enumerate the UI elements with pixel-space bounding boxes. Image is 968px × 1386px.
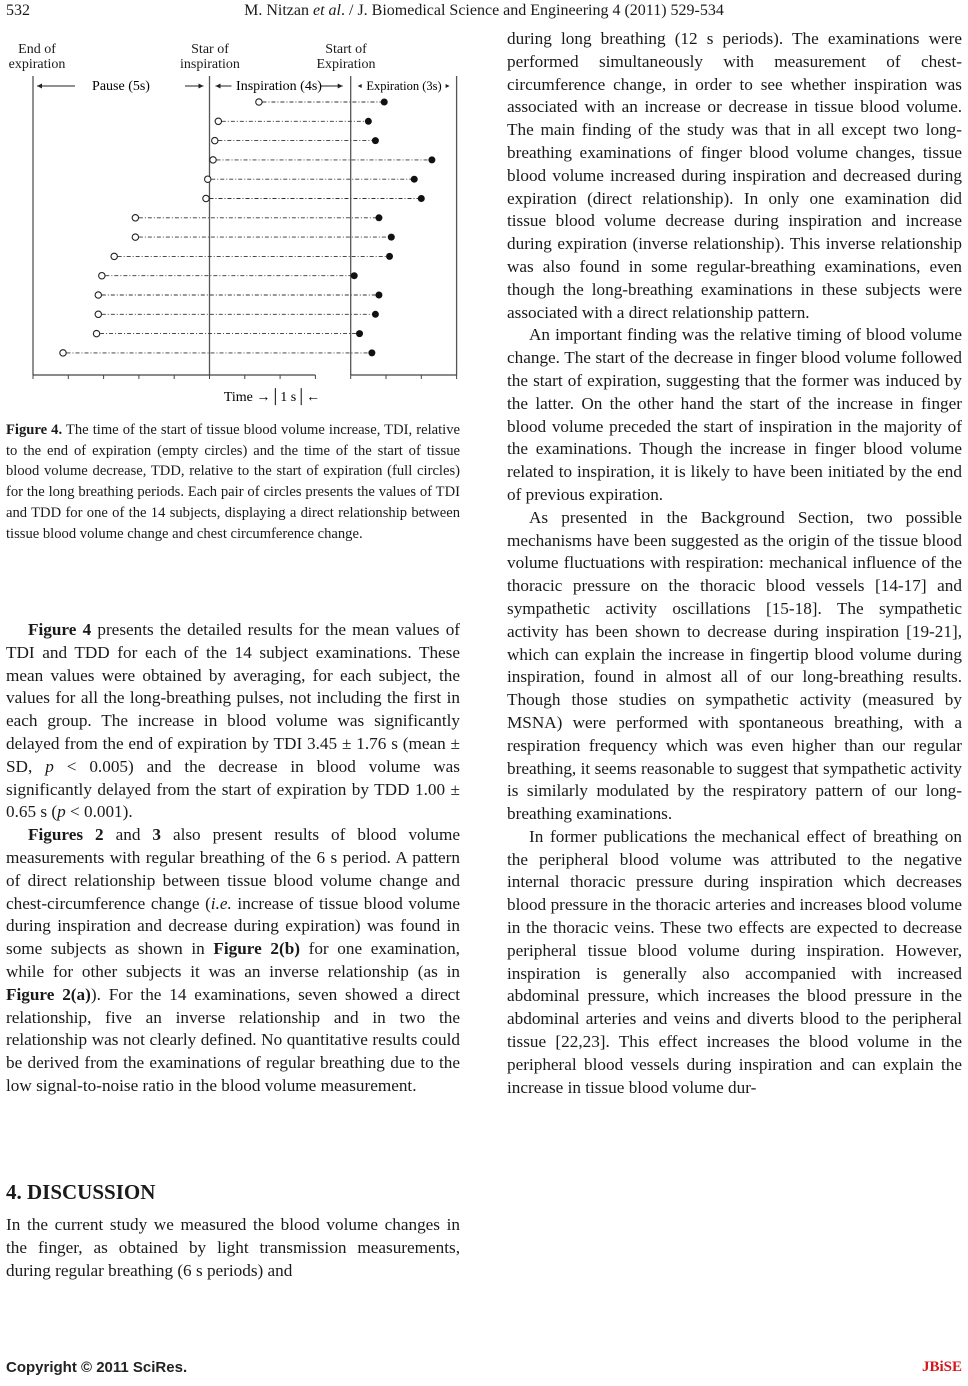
page-number: 532 xyxy=(6,2,30,19)
journal-abbreviation: JBiSE xyxy=(921,1359,962,1375)
tdi-empty-circle xyxy=(132,234,138,240)
caption-label: Figure 4. xyxy=(6,422,63,438)
phase-label-pause: Pause (5s) xyxy=(92,79,150,94)
tdd-full-circle xyxy=(375,292,382,299)
caption-text: The time of the start of tissue blood volume increase, TDI, relative to the end of expiration (empty circles) and the time of the start of tissue blood volume decrease, TDD, relative to the start of expiration (full circles) for the long breathing periods. Each pair of circles presents the values of TDI and TDD for one of the 14 subjects, displaying a direct relationship between tissue blood volume change and chest circumference change. xyxy=(6,422,460,542)
running-head xyxy=(0,2,968,20)
paragraph: Figures 2 and 3 also present results of blood volume measurements with regular breathing of the 6 s period. A pattern of direct relationship between tissue blood volume change and chest-circumference change (i.e. increase of tissue blood volume during inspiration and decrease during expiration) was found in some subjects as shown in Figure 2(b) for one examination, while for other subjects it was an inverse relationship (as in Figure 2(a)). For the 14 examinations, seven showed a direct relationship, five an inverse relationship and in two the relationship was not clearly defined. No quantitative results could be derived from the examinations of regular breathing due to the low signal-to-noise ratio in the blood volume measurement. xyxy=(6,825,461,1095)
tdi-empty-circle xyxy=(205,176,211,182)
tdd-full-circle xyxy=(368,349,375,356)
label-start-of-expiration: Start of Expiration xyxy=(316,42,376,72)
time-axis-label: Time →│1 s│← xyxy=(223,390,321,405)
tdi-empty-circle xyxy=(215,118,221,124)
tdd-full-circle xyxy=(365,118,372,125)
tdi-empty-circle xyxy=(256,99,262,105)
tdd-full-circle xyxy=(381,99,388,106)
label-end-of-expiration: End of expiration xyxy=(8,42,66,72)
tdd-full-circle xyxy=(375,214,382,221)
arrowhead xyxy=(446,84,450,88)
tdi-empty-circle xyxy=(99,273,105,279)
paragraph: As presented in the Background Section, two possible mechanisms have been suggested as the origin of the tissue blood volume fluctuations with respiration: mechanical influence of the thoracic pressure on the thoracic blood vessels [14-17] and sympathetic activity oscillations [15-18]. The sympathetic activity has been shown to decrease during inspiration [19-21], which can explain the increase in fingertip blood volume during inspiration, found in almost all of our long-breathing results. Though those studies on sympathetic activity (measured by MSNA) were performed with spontaneous breathing, with a respiration frequency which was even higher than our regular breathing, it seems reasonable to suggest that sympathetic activity is similarly modulated by the respiratory pattern of our long-breathing examinations. xyxy=(507,507,962,824)
arrowhead xyxy=(358,84,362,88)
running-head-etal: et al xyxy=(313,2,341,19)
paragraph: In the current study we measured the blood volume changes in the finger, as obtained by light transmission measurements, during regular breathing (6 s periods) and xyxy=(6,1215,460,1280)
tdi-empty-circle xyxy=(95,311,101,317)
copyright-notice: Copyright © 2011 SciRes. xyxy=(6,1359,188,1376)
paragraph: Figure 4 presents the detailed results for the mean values of TDI and TDD for each of the 14 subject examinations. These mean values were obtained by averaging, for each subject, the values for all the long-breathing pulses, not including the first in each group. The increase in blood volume was significantly delayed from the end of expiration by TDI 3.45 ± 1.76 s (mean ± SD, p < 0.005) and the decrease in blood volume was significantly delayed from the start of expiration by TDD 1.00 ± 0.65 s (p < 0.001). xyxy=(6,620,461,822)
tdd-full-circle xyxy=(428,156,435,163)
arrowhead xyxy=(199,84,204,89)
tdd-full-circle xyxy=(386,253,393,260)
running-head-journal: . / J. Biomedical Science and Engineering 4 (2011) 529-534 xyxy=(341,2,724,19)
tdi-empty-circle xyxy=(111,253,117,259)
paragraph: In former publications the mechanical effect of breathing on the peripheral blood volume was attributed to the negative internal thoracic pressure during inspiration which decreases blood pressure in the thoracic arteries and increases blood volume in the thoracic veins. These two effects are expected to decrease peripheral tissue blood volume during inspiration. However, inspiration is generally also accompanied with increased abdominal pressure, which increases the blood pressure in the abdominal arteries and veins and diverts blood to the peripheral tissue [22,23]. This effect increases the blood volume in the peripheral blood vessels during inspiration and can explain the increase in tissue blood volume dur- xyxy=(507,826,962,1097)
tdd-full-circle xyxy=(372,137,379,144)
tdi-empty-circle xyxy=(95,292,101,298)
section-heading-discussion: 4. DISCUSSION xyxy=(6,1180,156,1204)
figure-caption xyxy=(6,420,460,544)
tdi-empty-circle xyxy=(60,350,66,356)
tdi-empty-circle xyxy=(212,137,218,143)
right-column-body xyxy=(507,28,962,1099)
left-column-discussion xyxy=(6,1214,460,1282)
figure-4 xyxy=(0,36,480,406)
tdd-full-circle xyxy=(418,195,425,202)
left-column-body xyxy=(6,619,460,1098)
tdd-full-circle xyxy=(388,234,395,241)
tdi-empty-circle xyxy=(203,195,209,201)
paragraph: An important finding was the relative timing of blood volume change. The start of the decrease in finger blood volume followed the start of expiration, suggesting that the former was induced by the latter. On the other hand the start of the increase in finger blood volume preceded the start of inspiration in the majority of the examinations. Though the increase in finger blood volume related to inspiration, it is likely to have been initiated by the end of previous expiration. xyxy=(507,325,962,504)
phase-label-inspiration: Inspiration (4s) xyxy=(236,79,322,94)
running-head-authors: M. Nitzan xyxy=(244,2,309,19)
phase-label-expiration: Expiration (3s) xyxy=(366,79,442,93)
arrowhead xyxy=(338,84,343,89)
tdd-full-circle xyxy=(411,176,418,183)
label-start-of-inspiration: Star of inspiration xyxy=(180,42,240,72)
tdi-empty-circle xyxy=(132,215,138,221)
tdd-full-circle xyxy=(372,311,379,318)
arrowhead xyxy=(37,84,42,89)
figure-4-plot xyxy=(0,36,480,406)
tdi-empty-circle xyxy=(210,157,216,163)
paragraph: during long breathing (12 s periods). The examinations were performed simultaneously with measurement of chest-circumference change, in order to see whether inspiration was associated with an increase or decrease in tissue blood volume. The main finding of the study was that in all except two long-breathing examinations of finger blood volume changes, tissue blood volume increased during inspiration and decreased during expiration (direct relationship). In only one examination did tissue blood volume decrease during inspiration and increase during expiration (inverse relationship). This inverse relationship was also found in some regular-breathing examinations, even though the long-breathing examinations in these subjects were associated with a direct relationship pattern. xyxy=(507,29,962,322)
tdd-full-circle xyxy=(351,272,358,279)
tdi-empty-circle xyxy=(93,330,99,336)
running-header xyxy=(0,2,968,24)
arrowhead xyxy=(216,84,221,89)
tdd-full-circle xyxy=(356,330,363,337)
